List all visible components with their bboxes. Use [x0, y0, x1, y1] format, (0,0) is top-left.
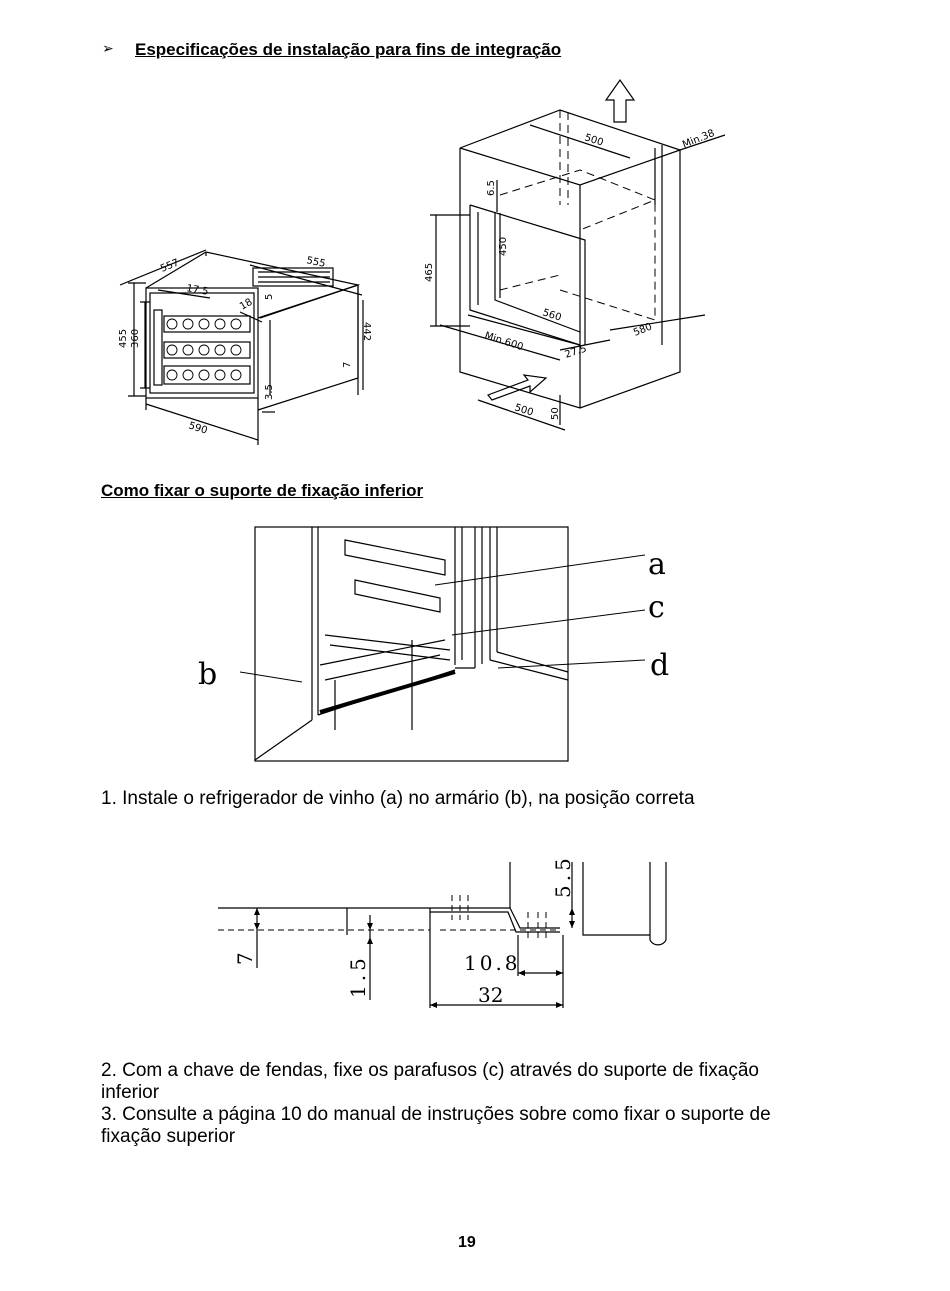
- dim-6-5: 6.5: [486, 180, 497, 196]
- label-d: d: [650, 648, 670, 683]
- dim-32: 32: [478, 983, 504, 1007]
- dim-360: 360: [130, 328, 141, 348]
- dim-450: 450: [498, 236, 509, 256]
- section-title-lower-bracket: Como fixar o suporte de fixação inferior: [101, 481, 424, 500]
- dim-7-detail: 7: [233, 952, 257, 965]
- step-2-line-2: inferior: [101, 1082, 160, 1103]
- dim-560: 560: [541, 307, 563, 324]
- dim-18: 18: [238, 296, 255, 313]
- dim-500-top: 500: [583, 132, 605, 149]
- dim-7: 7: [342, 361, 353, 368]
- dim-557: 557: [159, 257, 181, 275]
- section-title-installation-specs: Especificações de instalação para fins de integração: [135, 40, 562, 59]
- step-2-line-1: 2. Com a chave de fendas, fixe os parafusos (c) através do suporte de fixação: [101, 1060, 759, 1081]
- bullet-arrow-icon: ➢: [102, 40, 114, 56]
- dim-3-5: 3.5: [264, 384, 275, 400]
- dim-580: 580: [632, 321, 654, 339]
- dim-min38: Min.38: [681, 127, 717, 151]
- label-c: c: [648, 590, 665, 625]
- page-number: 19: [458, 1234, 476, 1251]
- step-3-line-2: fixação superior: [101, 1126, 236, 1147]
- dim-50: 50: [550, 407, 561, 420]
- dim-442: 442: [361, 322, 372, 342]
- dim-10-8: 10.8: [464, 951, 521, 975]
- dim-min600: Min.600: [483, 330, 525, 354]
- dim-500-bottom: 500: [513, 402, 535, 419]
- dim-17-5: 17.5: [185, 283, 210, 298]
- dim-455: 455: [118, 328, 129, 348]
- label-b: b: [198, 657, 218, 692]
- appliance-dimension-diagram: [0, 0, 950, 460]
- step-3-line-1: 3. Consulte a página 10 do manual de instruções sobre como fixar o suporte de: [101, 1104, 771, 1125]
- dim-465: 465: [424, 262, 435, 282]
- step-1-text: 1. Instale o refrigerador de vinho (a) no armário (b), na posição correta: [101, 788, 695, 809]
- dim-5-5: 5.5: [551, 854, 575, 898]
- bracket-detail-diagram: [0, 855, 950, 1015]
- dim-27-5: 27.5: [563, 343, 589, 361]
- label-a: a: [648, 547, 666, 582]
- bracket-installation-diagram: [0, 520, 950, 780]
- dim-590: 590: [187, 420, 209, 437]
- dim-5: 5: [264, 293, 275, 300]
- dim-1-5: 1.5: [346, 954, 370, 998]
- dim-555: 555: [305, 255, 327, 270]
